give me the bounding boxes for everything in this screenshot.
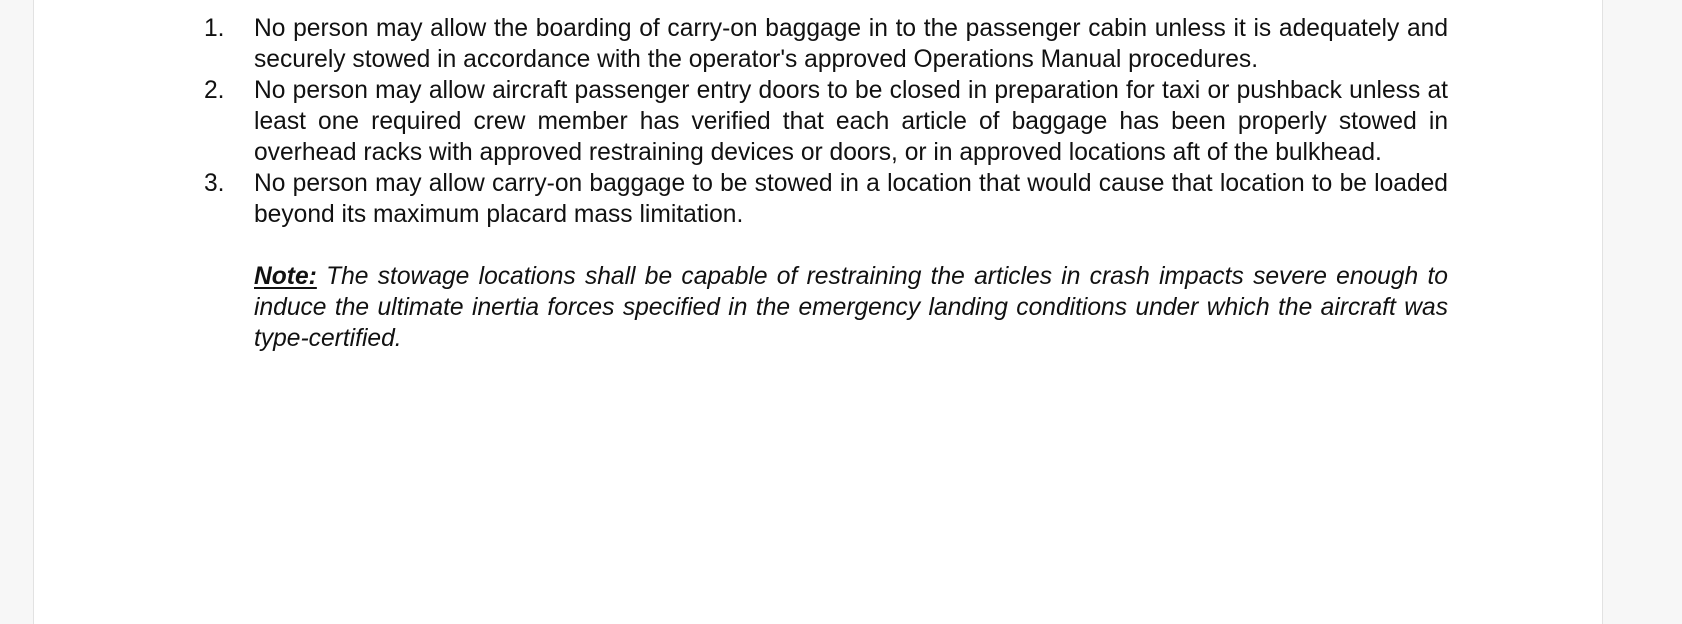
list-item-text: No person may allow carry-on baggage to be stowed in a location that would cause that location to be loaded beyond its maximum placard mass limitation. [254, 170, 1448, 228]
list-item-2 [204, 75, 1448, 168]
list-item-number: 1. [204, 15, 225, 42]
page-content [204, 13, 1448, 354]
note-text: The stowage locations shall be capable of restraining the articles in crash impacts severe enough to induce the ultimate inertia forces specified in the emergency landing conditions under which the aircraft was type-certified. [254, 263, 1448, 352]
note-paragraph [204, 261, 1448, 354]
list-item-text: No person may allow the boarding of carry-on baggage in to the passenger cabin unless it is adequately and securely stowed in accordance with the operator's approved Operations Manual procedures. [254, 15, 1448, 73]
note-label: Note: [254, 263, 317, 290]
list-item-text: No person may allow aircraft passenger entry doors to be closed in preparation for taxi or pushback unless at least one required crew member has verified that each article of baggage has been properly stowed in overhead racks with approved restraining devices or doors, or in approved locations aft of the bulkhead. [254, 77, 1448, 166]
list-item-number: 2. [204, 77, 225, 104]
document-page [33, 0, 1603, 624]
list-item-number: 3. [204, 170, 225, 197]
list-item-1 [204, 13, 1448, 75]
list-item-3 [204, 168, 1448, 230]
